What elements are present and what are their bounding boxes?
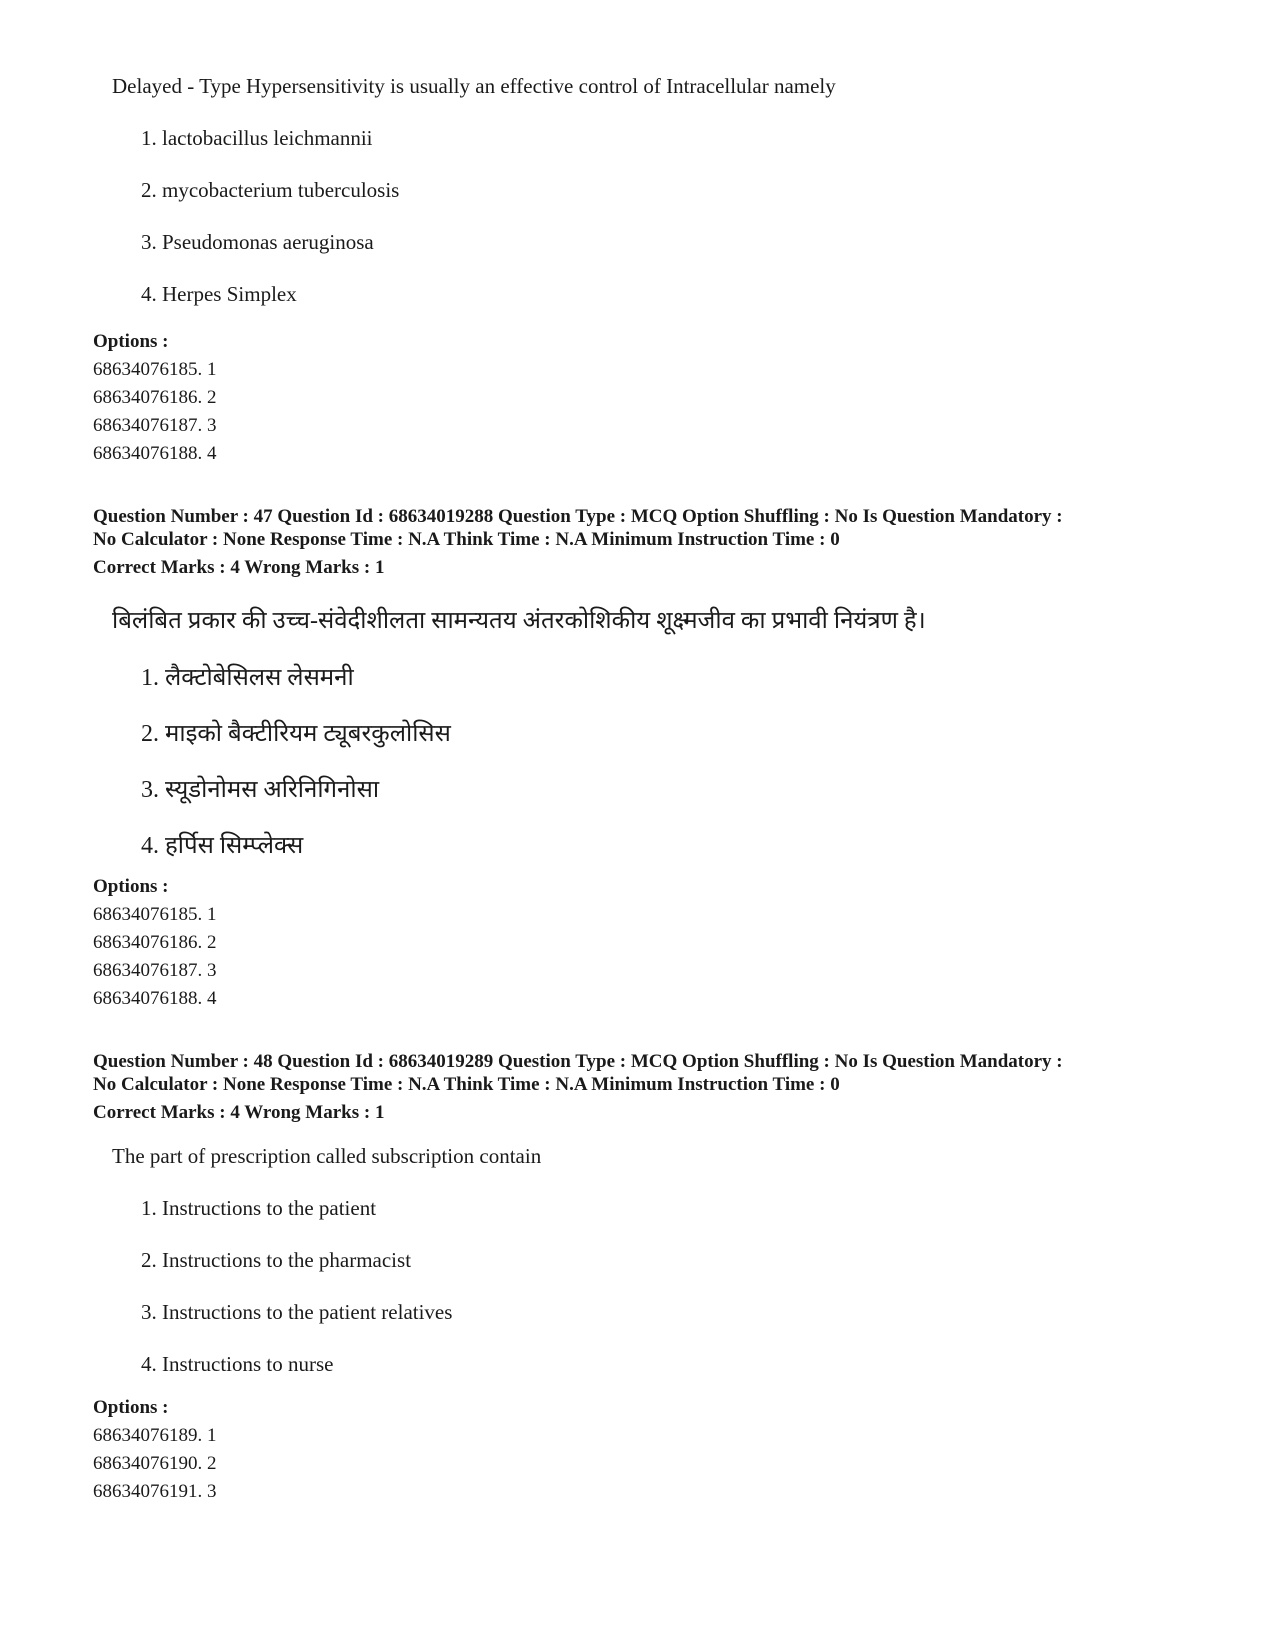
- options-label: Options :: [93, 331, 169, 352]
- answer-choice: 1. lactobacillus leichmannii: [141, 126, 373, 150]
- option-id: 68634076189. 1: [93, 1425, 217, 1446]
- answer-choice: 2. माइको बैक्टीरियम ट्यूबरकुलोसिस: [141, 721, 451, 747]
- option-id: 68634076191. 3: [93, 1481, 217, 1502]
- option-id: 68634076187. 3: [93, 960, 217, 981]
- answer-choice: 4. Herpes Simplex: [141, 282, 297, 306]
- question-meta: No Calculator : None Response Time : N.A Think Time : N.A Minimum Instruction Time : 0: [93, 529, 840, 550]
- answer-choice: 2. Instructions to the pharmacist: [141, 1248, 412, 1272]
- option-id: 68634076188. 4: [93, 988, 217, 1009]
- option-id: 68634076186. 2: [93, 932, 217, 953]
- question-text: Delayed - Type Hypersensitivity is usually an effective control of Intracellular namely: [112, 74, 836, 98]
- options-label: Options :: [93, 876, 169, 897]
- option-id: 68634076190. 2: [93, 1453, 217, 1474]
- answer-choice: 3. Pseudomonas aeruginosa: [141, 230, 374, 254]
- answer-choice: 2. mycobacterium tuberculosis: [141, 178, 400, 202]
- question-text: बिलंबित प्रकार की उच्च-संवेदीशीलता सामन्यतय अंतरकोशिकीय शूक्ष्मजीव का प्रभावी नियंत्रण है।: [112, 608, 926, 634]
- option-id: 68634076187. 3: [93, 415, 217, 436]
- options-label: Options :: [93, 1397, 169, 1418]
- question-meta: No Calculator : None Response Time : N.A Think Time : N.A Minimum Instruction Time : 0: [93, 1074, 840, 1095]
- option-id: 68634076185. 1: [93, 359, 217, 380]
- option-id: 68634076188. 4: [93, 443, 217, 464]
- question-text: The part of prescription called subscription contain: [112, 1144, 542, 1168]
- answer-choice: 4. हर्पिस सिम्प्लेक्स: [141, 833, 304, 859]
- question-marks: Correct Marks : 4 Wrong Marks : 1: [93, 1102, 385, 1123]
- option-id: 68634076185. 1: [93, 904, 217, 925]
- question-marks: Correct Marks : 4 Wrong Marks : 1: [93, 557, 385, 578]
- answer-choice: 1. Instructions to the patient: [141, 1196, 377, 1220]
- question-meta: Question Number : 47 Question Id : 68634019288 Question Type : MCQ Option Shuffling : No Is Question Mandatory :: [93, 506, 1063, 527]
- question-meta: Question Number : 48 Question Id : 68634019289 Question Type : MCQ Option Shuffling : No Is Question Mandatory :: [93, 1051, 1063, 1072]
- answer-choice: 4. Instructions to nurse: [141, 1352, 334, 1376]
- option-id: 68634076186. 2: [93, 387, 217, 408]
- answer-choice: 3. Instructions to the patient relatives: [141, 1300, 453, 1324]
- answer-choice: 1. लैक्टोबेसिलस लेसमनी: [141, 665, 354, 691]
- answer-choice: 3. स्यूडोनोमस अरिनिगिनोसा: [141, 777, 380, 803]
